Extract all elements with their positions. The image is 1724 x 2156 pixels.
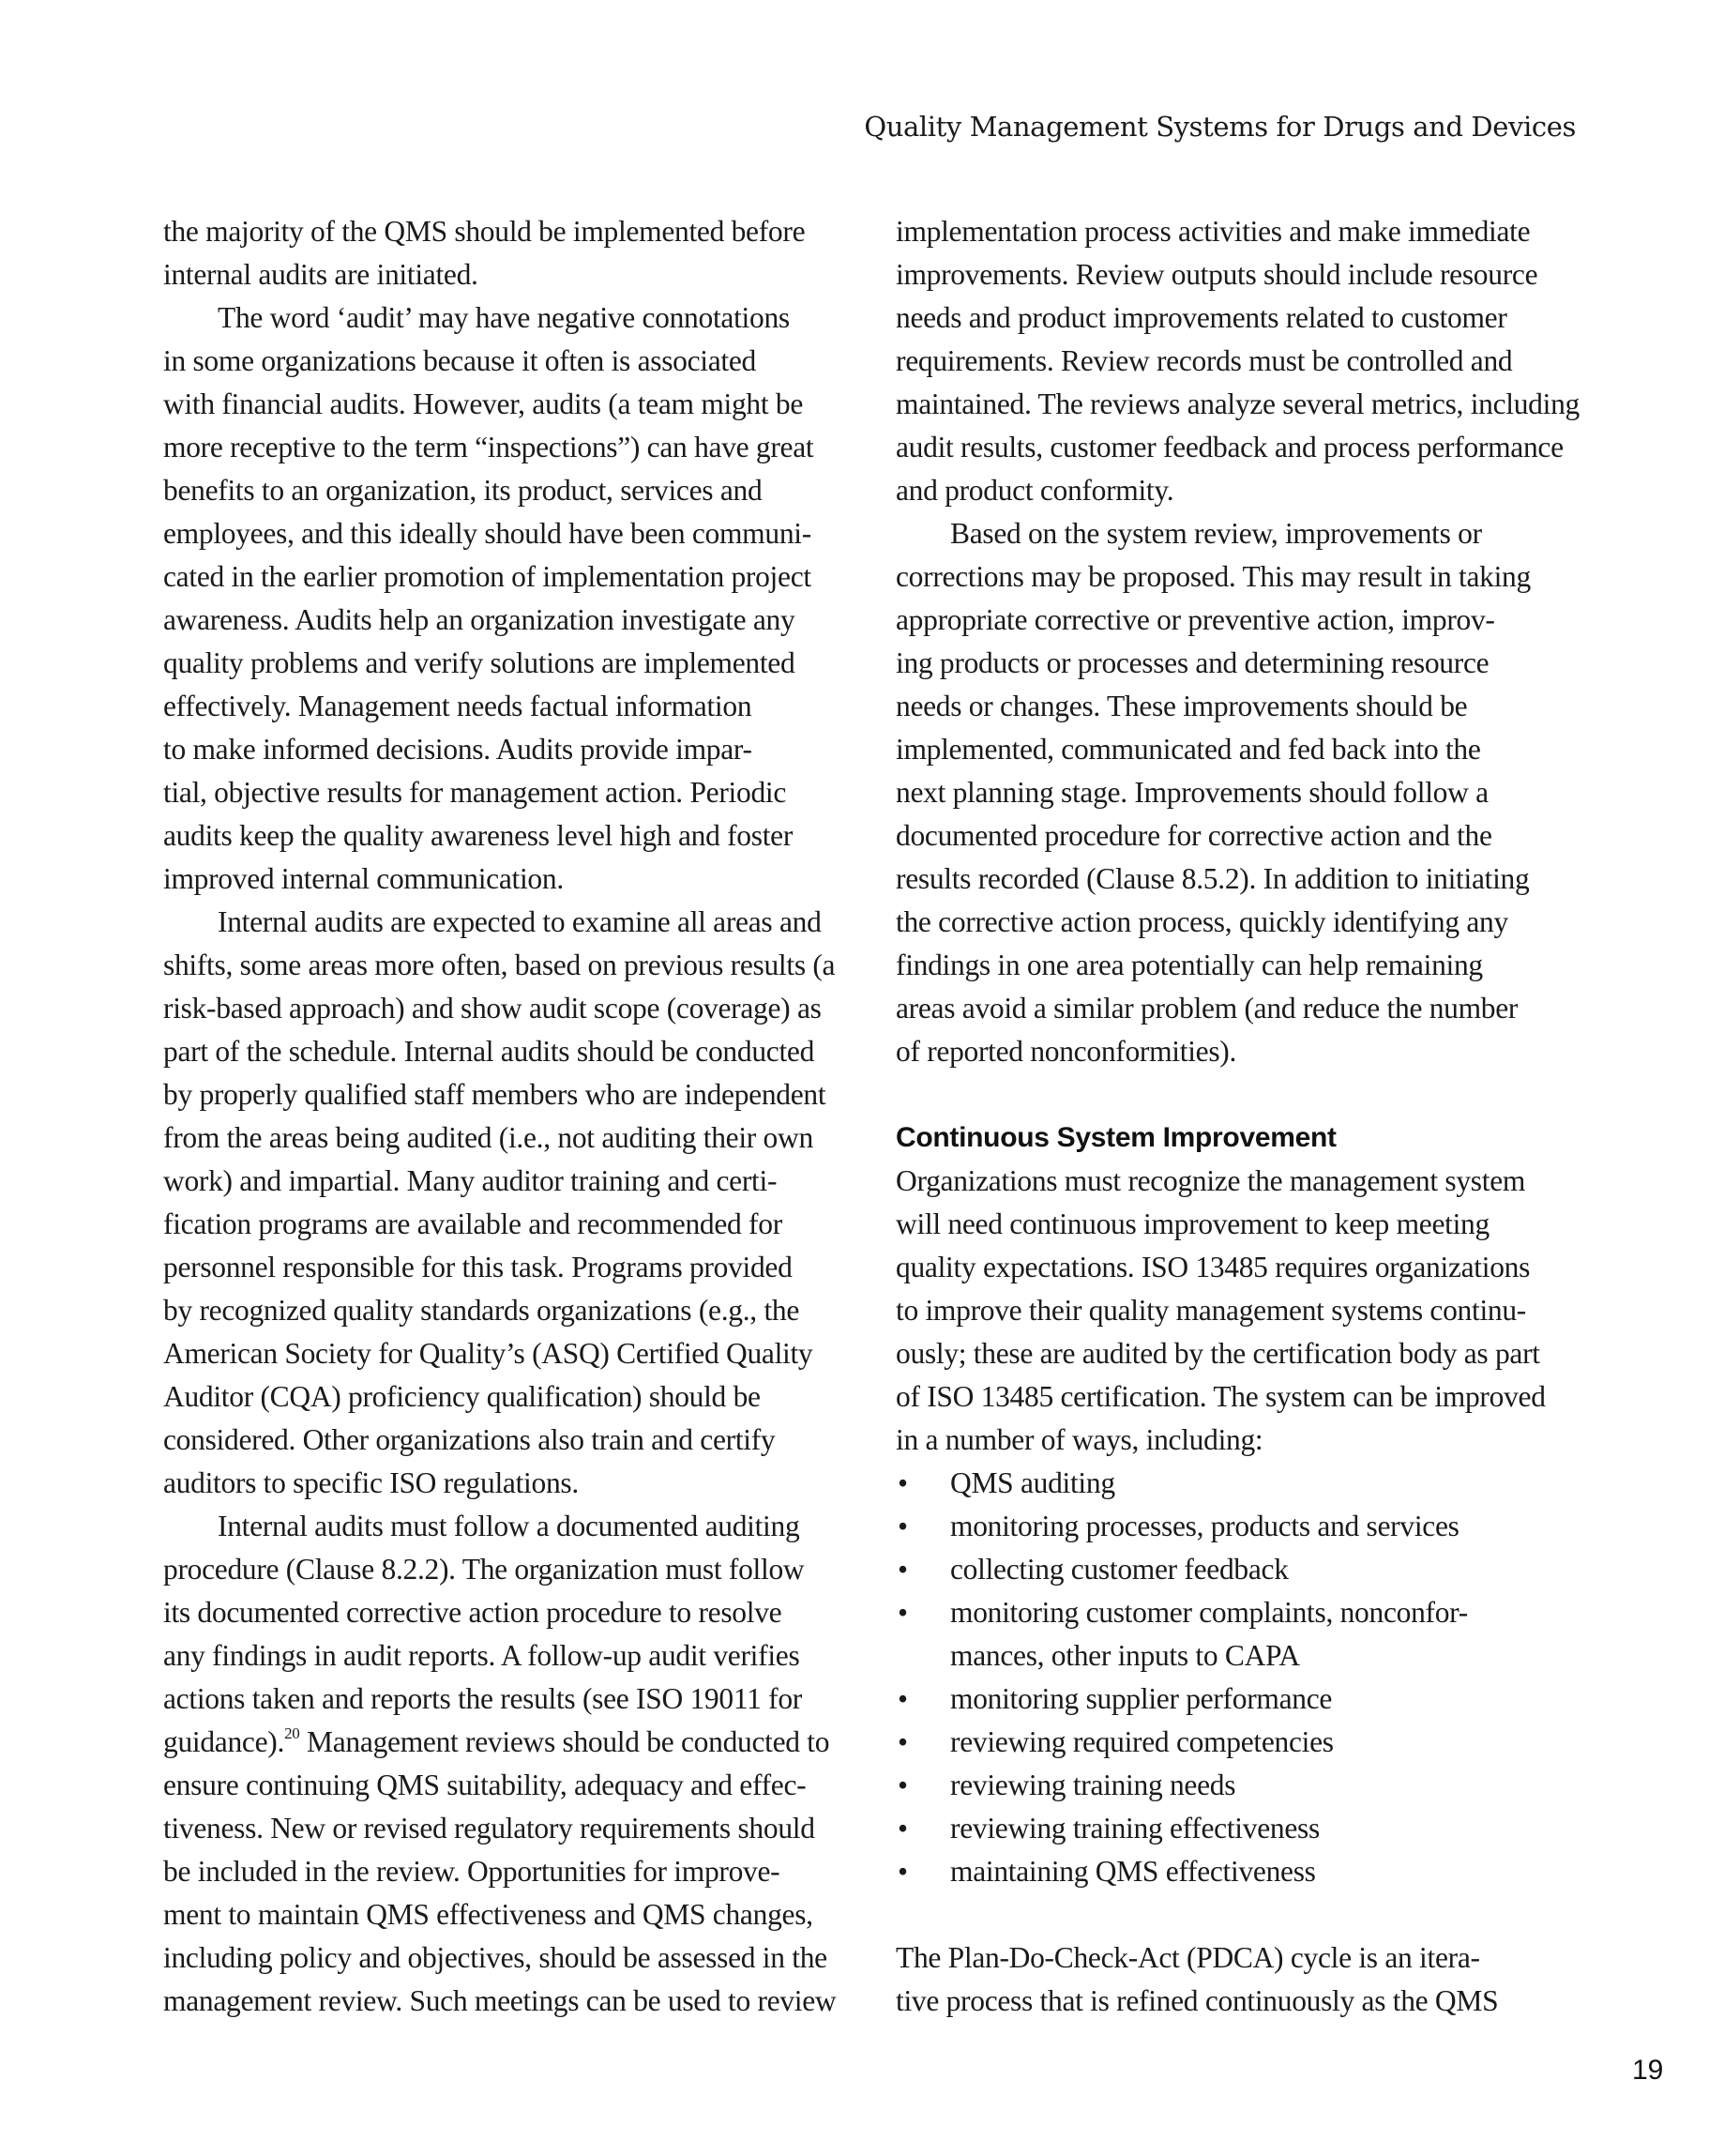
list-item [896,1548,1590,1591]
list-item-text: monitoring processes, products and services [950,1510,1459,1542]
text-line: be included in the review. Opportunities for improve- [163,1855,780,1888]
text-line-with-footnote [163,1721,857,1764]
text-line: procedure (Clause 8.2.2). The organization must follow [163,1553,805,1586]
list-item-text: reviewing required competencies [950,1725,1334,1758]
list-item-text [950,1591,1468,1678]
text-line: actions taken and reports the results (see ISO 19011 for [163,1682,802,1715]
text-line: to make informed decisions. Audits provide impar- [163,733,752,766]
text-line: Based on the system review, improvements or [950,517,1482,550]
text-line: considered. Other organizations also train and certify [163,1423,776,1456]
bullet-icon: • [898,1682,908,1715]
text-line: requirements. Review records must be controlled and [896,344,1513,377]
text-line: the corrective action process, quickly identifying any [896,905,1508,938]
text-line: the majority of the QMS should be implemented before [163,215,806,248]
list-item-line: mances, other inputs to CAPA [950,1639,1300,1672]
text-line: documented procedure for corrective action and the [896,819,1492,852]
running-header: Quality Management Systems for Drugs and Devices [864,111,1576,143]
bullet-icon: • [898,1510,908,1542]
text-line: needs and product improvements related to customer [896,301,1507,334]
text-line: quality expectations. ISO 13485 requires organizations [896,1251,1531,1283]
paragraph [163,210,857,296]
paragraph [163,901,857,1505]
text-line: Internal audits must follow a documented auditing [218,1510,800,1542]
text-line: Organizations must recognize the management system [896,1164,1526,1197]
text-line: work) and impartial. Many auditor training and certi- [163,1164,778,1197]
text-line: from the areas being audited (i.e., not auditing their own [163,1121,813,1154]
left-column [163,210,857,2023]
list-item [896,1462,1590,1505]
text-line: effectively. Management needs factual information [163,690,752,722]
bullet-icon: • [898,1596,908,1629]
text-line: findings in one area potentially can help remaining [896,949,1483,981]
text-line: will need continuous improvement to keep meeting [896,1207,1490,1240]
section-continuous-improvement [896,1116,1590,2023]
paragraph [163,1505,857,2023]
text-line: by properly qualified staff members who are independent [163,1078,826,1111]
paragraph [896,210,1590,512]
bullet-icon: • [898,1812,908,1845]
text-line: next planning stage. Improvements should follow a [896,776,1489,809]
text-line: audits keep the quality awareness level high and foster [163,819,794,852]
bullet-icon: • [898,1725,908,1758]
bullet-icon: • [898,1466,908,1499]
list-item-text: reviewing training effectiveness [950,1812,1320,1845]
text-line: any findings in audit reports. A follow-up audit verifies [163,1639,800,1672]
text-line: maintained. The reviews analyze several metrics, including [896,387,1580,420]
paragraph [896,1936,1590,2023]
text-line: ously; these are audited by the certification body as part [896,1337,1540,1370]
bullet-list [896,1462,1590,1893]
list-item [896,1505,1590,1548]
page-number: 19 [1632,2055,1664,2086]
text-line: fication programs are available and recommended for [163,1207,782,1240]
text-line: areas avoid a similar problem (and reduce the number [896,992,1519,1025]
text-line: appropriate corrective or preventive action, improv- [896,603,1495,636]
paragraph [163,296,857,901]
text-line: including policy and objectives, should be assessed in the [163,1941,827,1974]
text-line: needs or changes. These improvements should be [896,690,1468,722]
text-line: corrections may be proposed. This may result in taking [896,560,1531,593]
text-line: with financial audits. However, audits (a team might be [163,387,804,420]
text-fragment: Management reviews should be conducted to [299,1725,830,1758]
list-item-text: collecting customer feedback [950,1553,1289,1586]
list-item-text: reviewing training needs [950,1769,1236,1801]
text-line: and product conformity. [896,474,1174,507]
list-item-text: QMS auditing [950,1466,1115,1499]
text-line: personnel responsible for this task. Programs provided [163,1251,793,1283]
text-line: audit results, customer feedback and process performance [896,431,1564,463]
text-line: results recorded (Clause 8.5.2). In addition to initiating [896,862,1530,895]
text-line: auditors to specific ISO regulations. [163,1466,579,1499]
spacer [896,1893,1590,1936]
text-line: benefits to an organization, its product, services and [163,474,763,507]
text-line: risk-based approach) and show audit scope (coverage) as [163,992,822,1025]
text-line: Auditor (CQA) proficiency qualification) should be [163,1380,761,1413]
text-line: in a number of ways, including: [896,1423,1263,1456]
list-item [896,1721,1590,1764]
text-line: implemented, communicated and fed back into the [896,733,1481,766]
text-line: internal audits are initiated. [163,258,478,291]
text-line: improved internal communication. [163,862,564,895]
text-line: management review. Such meetings can be used to review [163,1984,837,2017]
text-fragment: guidance). [163,1725,285,1758]
text-line: shifts, some areas more often, based on previous results (a [163,949,836,981]
right-column [896,210,1590,2023]
bullet-icon: • [898,1553,908,1586]
text-line: awareness. Audits help an organization investigate any [163,603,795,636]
text-line: cated in the earlier promotion of implementation project [163,560,811,593]
text-line: of reported nonconformities). [896,1035,1237,1068]
text-line: The Plan-Do-Check-Act (PDCA) cycle is an itera- [896,1941,1480,1974]
list-item-text: monitoring supplier performance [950,1682,1333,1715]
text-line: in some organizations because it often is associated [163,344,757,377]
bullet-icon: • [898,1855,908,1888]
footnote-reference[interactable]: 20 [284,1724,300,1742]
text-line: The word ‘audit’ may have negative connotations [218,301,790,334]
spacer [896,1073,1590,1116]
text-line: improvements. Review outputs should include resource [896,258,1538,291]
list-item [896,1807,1590,1850]
text-line: tive process that is refined continuously as the QMS [896,1984,1499,2017]
list-item [896,1850,1590,1893]
list-item [896,1591,1590,1678]
text-line: to improve their quality management systems continu- [896,1294,1527,1327]
list-item-text: maintaining QMS effectiveness [950,1855,1316,1888]
text-line: of ISO 13485 certification. The system can be improved [896,1380,1546,1413]
text-line: part of the schedule. Internal audits should be conducted [163,1035,815,1068]
text-line: tial, objective results for management action. Periodic [163,776,787,809]
paragraph [896,512,1590,1073]
list-item [896,1764,1590,1807]
bullet-icon: • [898,1769,908,1801]
text-line: Internal audits are expected to examine all areas and [218,905,822,938]
text-line: more receptive to the term “inspections”) can have great [163,431,814,463]
text-line: ensure continuing QMS suitability, adequacy and effec- [163,1769,807,1801]
section-heading: Continuous System Improvement [896,1122,1337,1153]
text-line: by recognized quality standards organizations (e.g., the [163,1294,800,1327]
text-line: ment to maintain QMS effectiveness and QMS changes, [163,1898,813,1931]
text-line: employees, and this ideally should have been communi- [163,517,811,550]
text-line: tiveness. New or revised regulatory requirements should [163,1812,815,1845]
text-line: implementation process activities and make immediate [896,215,1531,248]
text-line: American Society for Quality’s (ASQ) Certified Quality [163,1337,813,1370]
text-line: ing products or processes and determining resource [896,646,1490,679]
list-item-line: monitoring customer complaints, nonconfor- [950,1596,1468,1629]
list-item [896,1678,1590,1721]
text-line: its documented corrective action procedure to resolve [163,1596,782,1629]
text-line: quality problems and verify solutions are implemented [163,646,795,679]
